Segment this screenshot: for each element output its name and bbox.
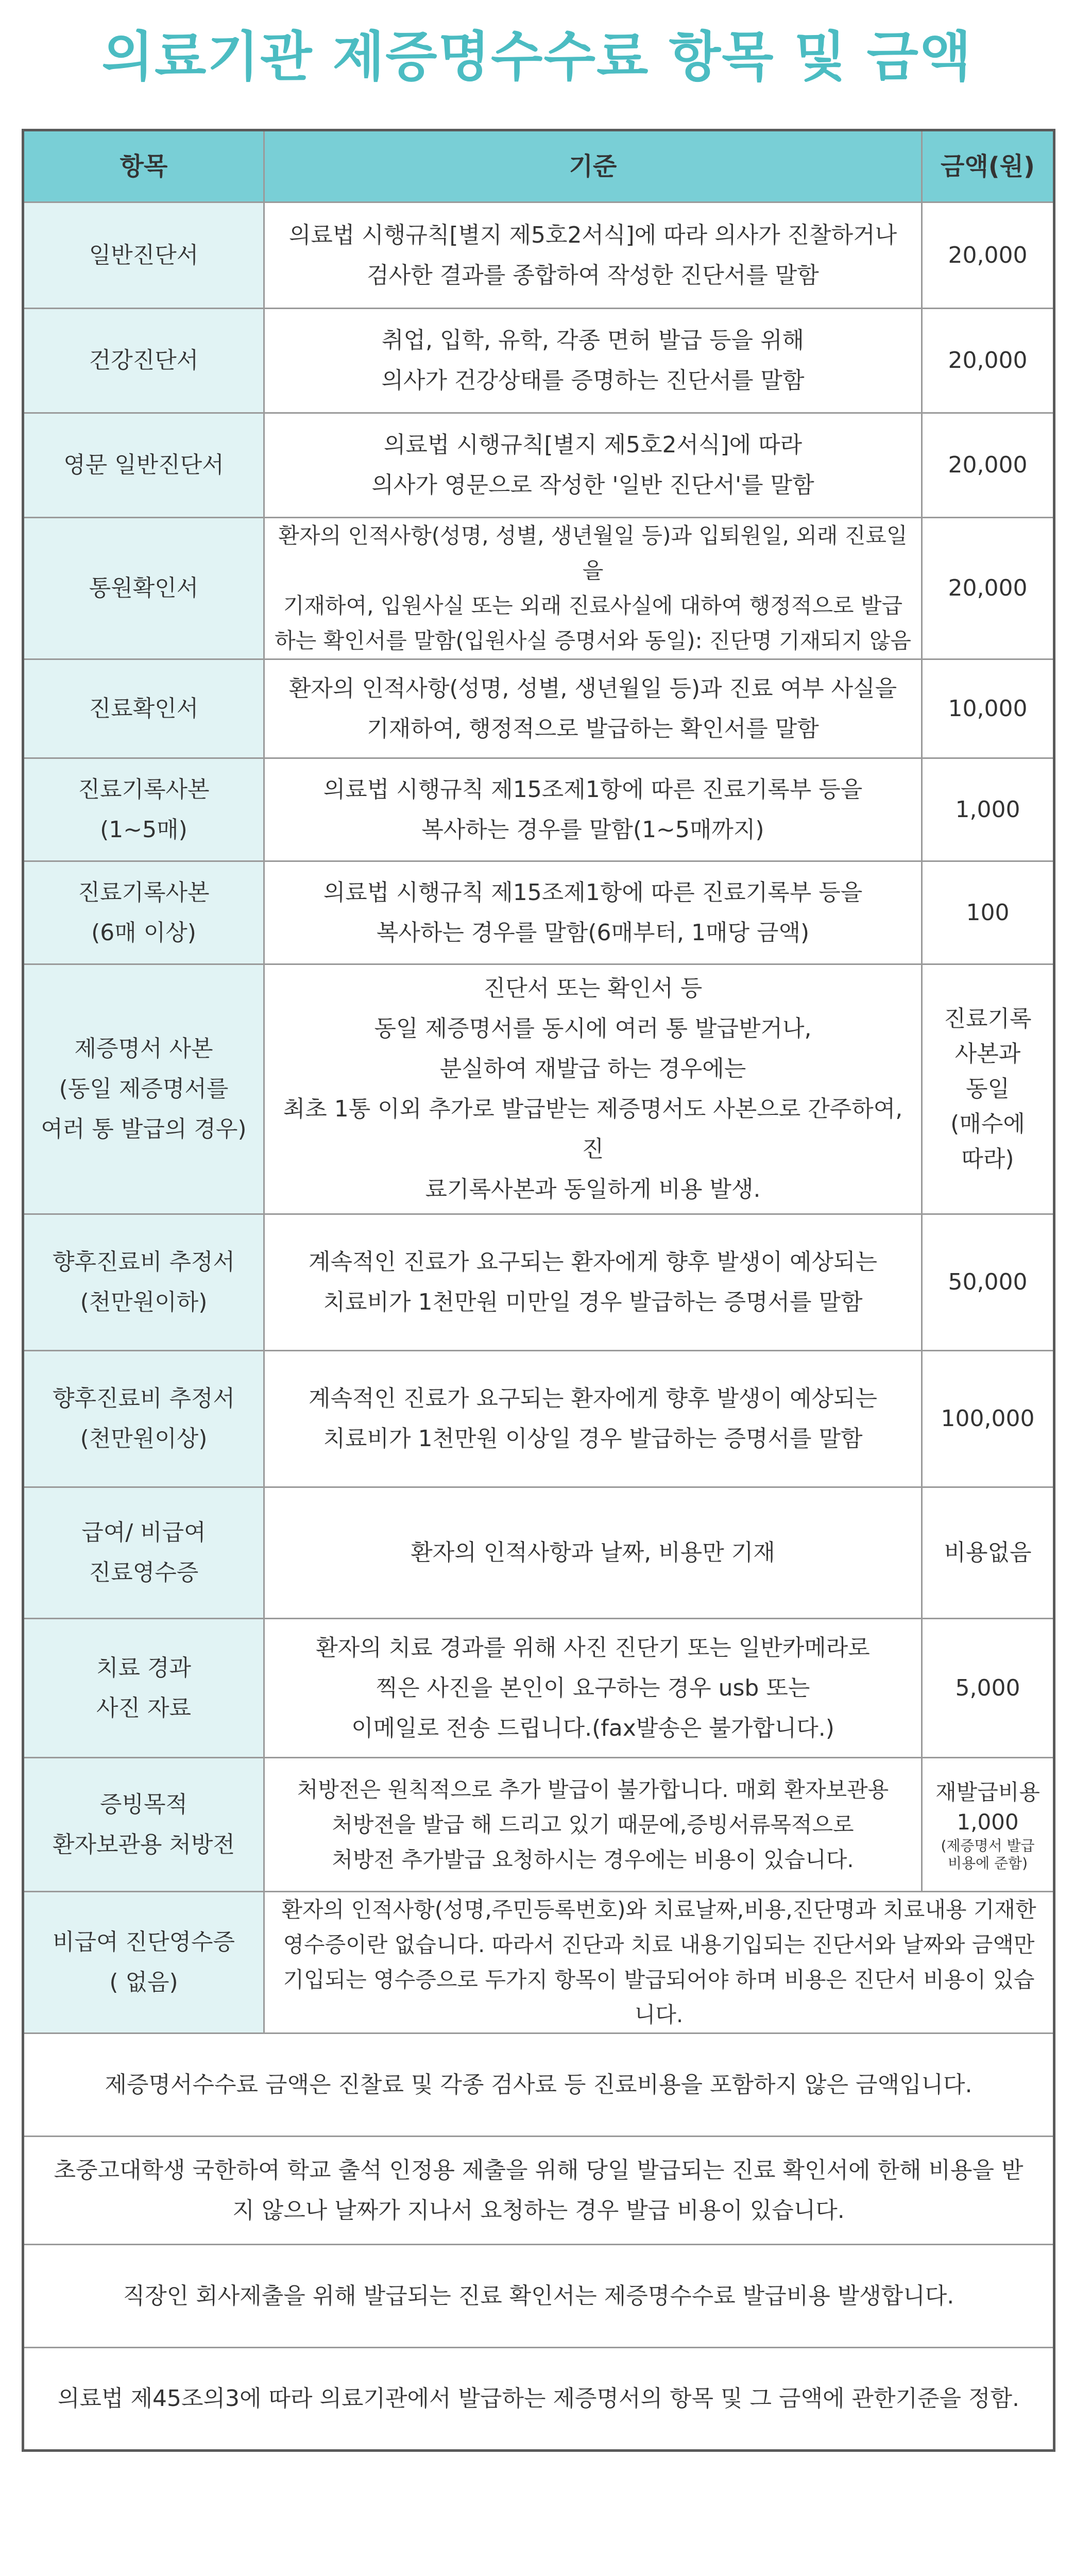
note-row xyxy=(23,2245,1054,2348)
item-amount-note: (제증명서 발급 비용에 준함) xyxy=(941,1837,1035,1872)
item-criteria: 의료법 시행규칙[별지 제5호2서식]에 따라 의사가 진찰하거나 검사한 결과를 종합하여 작성한 진단서를 말함 xyxy=(264,202,922,309)
note-text: 의료법 제45조의3에 따라 의료기관에서 발급하는 제증명서의 항목 및 그 금액에 관한기준을 정함. xyxy=(23,2348,1054,2451)
item-name: 증빙목적 환자보관용 처방전 xyxy=(23,1758,264,1892)
header-criteria: 기준 xyxy=(264,130,922,202)
table-row xyxy=(23,1351,1054,1487)
item-name: 진료기록사본 (1~5매) xyxy=(23,758,264,861)
note-row xyxy=(23,2348,1054,2451)
item-name: 영문 일반진단서 xyxy=(23,413,264,518)
item-criteria: 의료법 시행규칙 제15조제1항에 따른 진료기록부 등을 복사하는 경우를 말함(1~5매까지) xyxy=(264,758,922,861)
table-row xyxy=(23,964,1054,1214)
table-header-row xyxy=(23,130,1054,202)
item-amount: 재발급비용 1,000 xyxy=(935,1779,1040,1835)
item-name: 통원확인서 xyxy=(23,518,264,659)
item-name: 건강진단서 xyxy=(23,309,264,413)
item-name: 향후진료비 추정서 (천만원이상) xyxy=(23,1351,264,1487)
item-amount: 10,000 xyxy=(922,659,1054,758)
note-text: 직장인 회사제출을 위해 발급되는 진료 확인서는 제증명수수료 발급비용 발생합니다. xyxy=(23,2245,1054,2348)
item-amount: 20,000 xyxy=(922,309,1054,413)
table-row xyxy=(23,861,1054,964)
item-criteria: 의료법 시행규칙[별지 제5호2서식]에 따라 의사가 영문으로 작성한 '일반 진단서'를 말함 xyxy=(264,413,922,518)
table-row xyxy=(23,309,1054,413)
table-row xyxy=(23,1892,1054,2033)
table-row xyxy=(23,413,1054,518)
item-amount: 진료기록 사본과 동일 (매수에 따라) xyxy=(922,964,1054,1214)
table-row xyxy=(23,758,1054,861)
page-title: 의료기관 제증명수수료 항목 및 금액 xyxy=(101,25,973,88)
item-amount-cell xyxy=(922,1758,1054,1892)
item-amount: 100,000 xyxy=(922,1351,1054,1487)
item-amount: 5,000 xyxy=(922,1619,1054,1758)
item-name: 제증명서 사본 (동일 제증명서를 여러 통 발급의 경우) xyxy=(23,964,264,1214)
item-name: 일반진단서 xyxy=(23,202,264,309)
item-amount: 20,000 xyxy=(922,413,1054,518)
item-criteria: 환자의 치료 경과를 위해 사진 진단기 또는 일반카메라로 찍은 사진을 본인이 요구하는 경우 usb 또는 이메일로 전송 드립니다.(fax발송은 불가합니다.) xyxy=(264,1619,922,1758)
item-name: 향후진료비 추정서 (천만원이하) xyxy=(23,1214,264,1351)
table-row xyxy=(23,518,1054,659)
note-text: 초중고대학생 국한하여 학교 출석 인정용 제출을 위해 당일 발급되는 진료 확인서에 한해 비용을 받 지 않으나 날짜가 지나서 요청하는 경우 발급 비용이 있습니다. xyxy=(23,2137,1054,2245)
item-criteria: 계속적인 진료가 요구되는 환자에게 향후 발생이 예상되는 치료비가 1천만원 이상일 경우 발급하는 증명서를 말함 xyxy=(264,1351,922,1487)
item-name: 비급여 진단영수증 ( 없음) xyxy=(23,1892,264,2033)
note-text: 제증명서수수료 금액은 진찰료 및 각종 검사료 등 진료비용을 포함하지 않은 금액입니다. xyxy=(23,2033,1054,2137)
item-amount: 20,000 xyxy=(922,202,1054,309)
item-name: 진료기록사본 (6매 이상) xyxy=(23,861,264,964)
item-name: 진료확인서 xyxy=(23,659,264,758)
item-name: 급여/ 비급여 진료영수증 xyxy=(23,1487,264,1619)
item-criteria: 환자의 인적사항과 날짜, 비용만 기재 xyxy=(264,1487,922,1619)
item-amount: 1,000 xyxy=(922,758,1054,861)
item-amount: 비용없음 xyxy=(922,1487,1054,1619)
item-criteria: 환자의 인적사항(성명, 성별, 생년월일 등)과 입퇴원일, 외래 진료일을 기재하여, 입원사실 또는 외래 진료사실에 대하여 행정적으로 발급 하는 확인서를 말함(입원사실 증명서와 동일): 진단명 기재되지 않음 xyxy=(264,518,922,659)
table-row xyxy=(23,202,1054,309)
table-row xyxy=(23,1487,1054,1619)
item-criteria: 취업, 입학, 유학, 각종 면허 발급 등을 위해 의사가 건강상태를 증명하는 진단서를 말함 xyxy=(264,309,922,413)
item-amount: 50,000 xyxy=(922,1214,1054,1351)
item-criteria: 진단서 또는 확인서 등 동일 제증명서를 동시에 여러 통 발급받거나, 분실하여 재발급 하는 경우에는 최초 1통 이외 추가로 발급받는 제증명서도 사본으로 간주하여, 진 료기록사본과 동일하게 비용 발생. xyxy=(264,964,922,1214)
item-criteria: 환자의 인적사항(성명,주민등록번호)와 치료날짜,비용,진단명과 치료내용 기재한 영수증이란 없습니다. 따라서 진단과 치료 내용기입되는 진단서와 날짜와 금액만 기입되는 영수증으로 두가지 항목이 발급되어야 하며 비용은 진단서 비용이 있습니다. xyxy=(264,1892,1054,2033)
note-row xyxy=(23,2033,1054,2137)
table-row xyxy=(23,1758,1054,1892)
fee-table xyxy=(22,129,1055,2452)
header-item: 항목 xyxy=(23,130,264,202)
item-name: 치료 경과 사진 자료 xyxy=(23,1619,264,1758)
table-row xyxy=(23,659,1054,758)
item-amount: 100 xyxy=(922,861,1054,964)
item-amount: 20,000 xyxy=(922,518,1054,659)
header-amount: 금액(원) xyxy=(922,130,1054,202)
table-row xyxy=(23,1214,1054,1351)
item-criteria: 의료법 시행규칙 제15조제1항에 따른 진료기록부 등을 복사하는 경우를 말함(6매부터, 1매당 금액) xyxy=(264,861,922,964)
item-criteria: 계속적인 진료가 요구되는 환자에게 향후 발생이 예상되는 치료비가 1천만원 미만일 경우 발급하는 증명서를 말함 xyxy=(264,1214,922,1351)
item-criteria: 환자의 인적사항(성명, 성별, 생년월일 등)과 진료 여부 사실을 기재하여, 행정적으로 발급하는 확인서를 말함 xyxy=(264,659,922,758)
item-criteria: 처방전은 원칙적으로 추가 발급이 불가합니다. 매회 환자보관용 처방전을 발급 해 드리고 있기 때문에,증빙서류목적으로 처방전 추가발급 요청하시는 경우에는 비용이 있습니다. xyxy=(264,1758,922,1892)
note-row xyxy=(23,2137,1054,2245)
table-row xyxy=(23,1619,1054,1758)
